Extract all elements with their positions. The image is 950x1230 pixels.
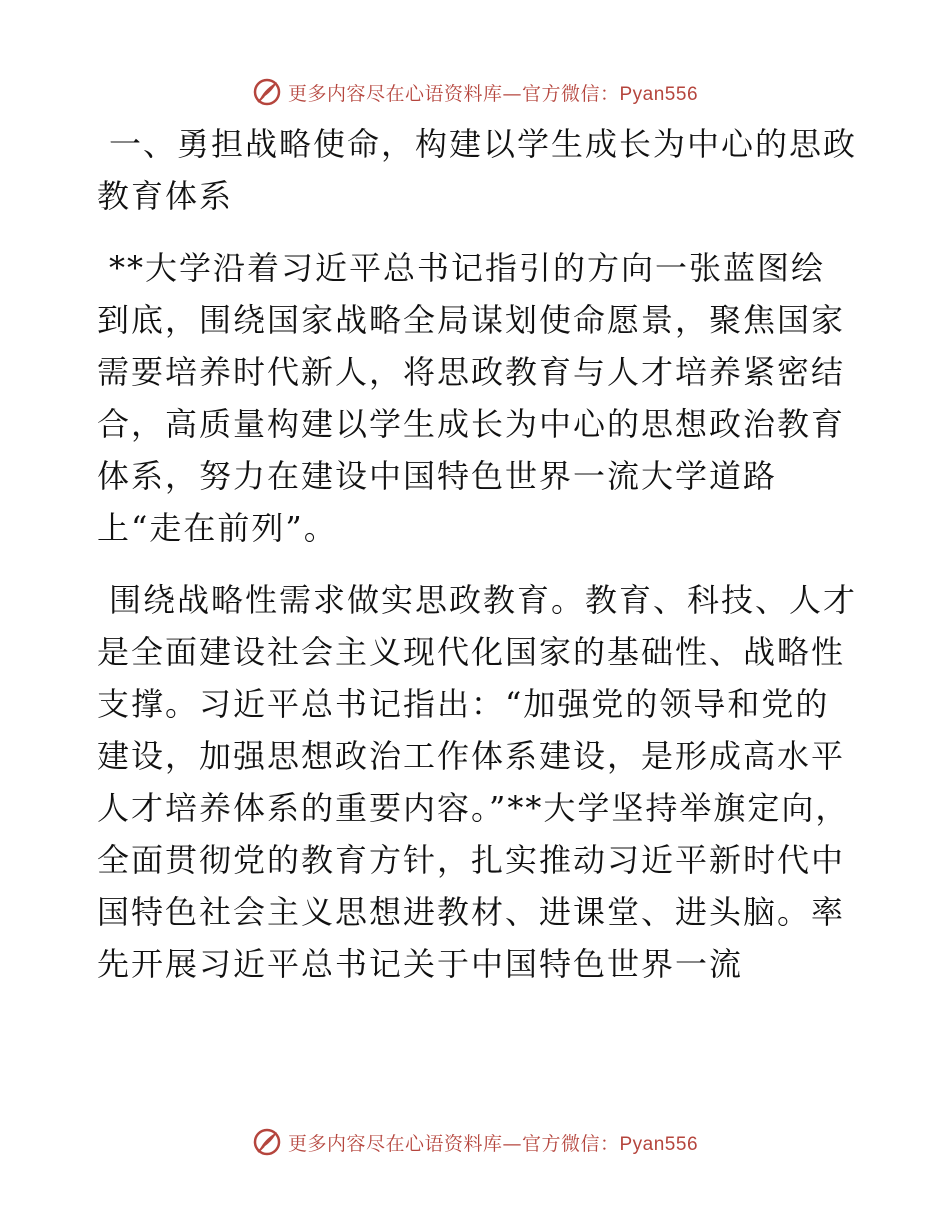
watermark-text: 更多内容尽在心语资料库—官方微信：Pyan556	[287, 82, 699, 105]
footer-watermark	[0, 1122, 950, 1162]
quill-logo-icon	[252, 1127, 282, 1157]
paragraph-1: **大学沿着习近平总书记指引的方向一张蓝图绘到底，围绕国家战略全局谋划使命愿景，聚焦国家需要培养时代新人，将思政教育与人才培养紧密结合，高质量构建以学生成长为中心的思想政治教育体系，努力在建设中国特色世界一流大学道路上“走在前列”。	[97, 249, 846, 547]
quill-logo-icon	[252, 77, 282, 107]
document-body	[97, 118, 857, 1010]
header-watermark	[0, 72, 950, 112]
paragraph-2: 围绕战略性需求做实思政教育。教育、科技、人才是全面建设社会主义现代化国家的基础性、战略性支撑。习近平总书记指出：“加强党的领导和党的建设，加强思想政治工作体系建设，是形成高水平人才培养体系的重要内容。”**大学坚持举旗定向，全面贯彻党的教育方针，扎实推动习近平新时代中国特色社会主义思想进教材、进课堂、进头脑。率先开展习近平总书记关于中国特色世界一流	[97, 581, 858, 983]
watermark-text: 更多内容尽在心语资料库—官方微信：Pyan556	[287, 1132, 699, 1155]
section-heading: 一、勇担战略使命，构建以学生成长为中心的思政教育体系	[97, 125, 858, 215]
